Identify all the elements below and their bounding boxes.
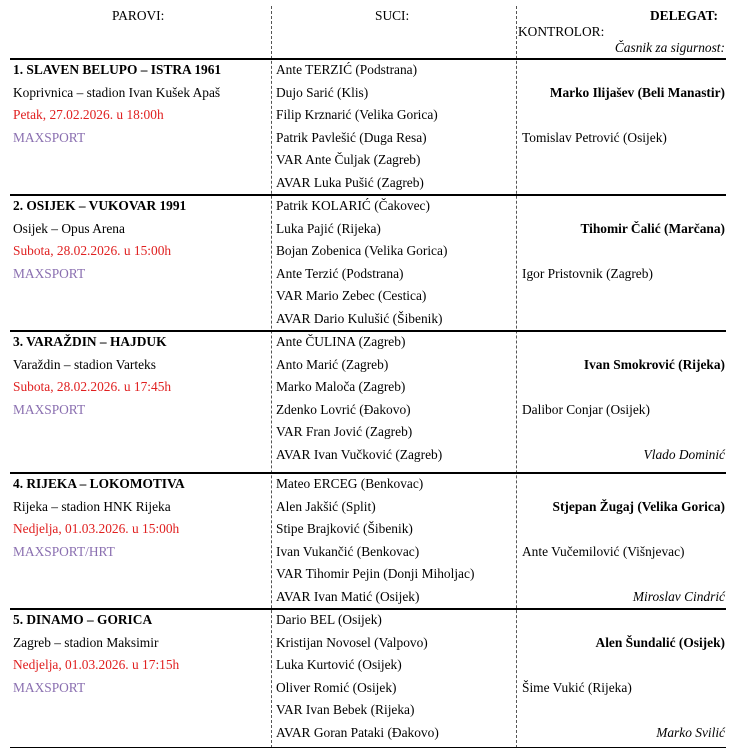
match-venue: Zagreb – stadion Maksimir [13, 634, 159, 650]
referee-entry: Patrik Pavlešić (Duga Resa) [276, 129, 427, 145]
match-date: Subota, 28.02.2026. u 17:45h [13, 379, 172, 395]
match-tv: MAXSPORT/HRT [13, 543, 115, 559]
referee-entry: AVAR Ivan Matić (Osijek) [276, 589, 420, 604]
referee-entry: Ante TERZIĆ (Podstrana) [276, 62, 418, 77]
match-date: Subota, 28.02.2026. u 15:00h [13, 243, 172, 259]
match-tv: MAXSPORT [13, 401, 86, 417]
referee-entry: Zdenko Lovrić (Đakovo) [276, 401, 411, 417]
referee-entry: Ivan Vukančić (Benkovac) [276, 543, 420, 559]
referee-entry: Oliver Romić (Osijek) [276, 679, 397, 695]
referee-entry: Luka Pajić (Rijeka) [276, 220, 381, 236]
match-separator [10, 472, 726, 474]
referee-entry: Patrik KOLARIĆ (Čakovec) [276, 198, 430, 213]
referee-entry: Anto Marić (Zagreb) [276, 356, 389, 372]
referee-entry: AVAR Luka Pušić (Zagreb) [276, 175, 424, 190]
match-date: Nedjelja, 01.03.2026. u 17:15h [13, 657, 180, 673]
referee-entry: AVAR Ivan Vučković (Zagreb) [276, 447, 443, 462]
match-date: Nedjelja, 01.03.2026. u 15:00h [13, 521, 180, 537]
match-casnik: Marko Svilić [656, 725, 725, 740]
match-casnik: Vlado Dominić [643, 447, 725, 462]
referee-entry: Ante Terzić (Podstrana) [276, 265, 404, 281]
match-title: 3. VARAŽDIN – HAJDUK [13, 334, 167, 349]
header-delegat: DELEGAT: [650, 8, 718, 23]
match-tv: MAXSPORT [13, 679, 86, 695]
match-venue: Varaždin – stadion Varteks [13, 356, 156, 372]
match-tv: MAXSPORT [13, 129, 86, 145]
match-separator [10, 194, 726, 196]
header-suci: SUCI: [375, 8, 410, 23]
referee-entry: VAR Ivan Bebek (Rijeka) [276, 702, 415, 718]
match-title: 1. SLAVEN BELUPO – ISTRA 1961 [13, 62, 222, 77]
match-title: 5. DINAMO – GORICA [13, 612, 153, 627]
match-kontrolor: Tomislav Petrović (Osijek) [522, 129, 667, 145]
column-divider-1 [271, 6, 272, 748]
match-tv: MAXSPORT [13, 265, 86, 281]
match-separator [10, 330, 726, 332]
referee-entry: Kristijan Novosel (Valpovo) [276, 634, 428, 650]
match-delegat: Stjepan Žugaj (Velika Gorica) [552, 498, 725, 514]
match-kontrolor: Dalibor Conjar (Osijek) [522, 401, 650, 417]
match-kontrolor: Šime Vukić (Rijeka) [522, 679, 632, 695]
match-delegat: Alen Šundalić (Osijek) [595, 634, 725, 650]
match-delegat: Tihomir Čalić (Marčana) [580, 220, 725, 236]
table-bottom-border [10, 747, 726, 748]
referee-entry: Filip Krznarić (Velika Gorica) [276, 107, 438, 123]
match-title: 2. OSIJEK – VUKOVAR 1991 [13, 198, 187, 213]
referee-entry: Dario BEL (Osijek) [276, 612, 382, 627]
header-parovi: PAROVI: [112, 8, 165, 23]
match-delegat: Marko Ilijašev (Beli Manastir) [549, 84, 725, 100]
referee-entry: VAR Tihomir Pejin (Donji Miholjac) [276, 566, 475, 582]
referee-entry: AVAR Dario Kulušić (Šibenik) [276, 311, 443, 326]
header-kontrolor: KONTROLOR: [518, 24, 605, 39]
referee-entry: VAR Fran Jović (Zagreb) [276, 424, 413, 440]
referee-entry: Dujo Sarić (Klis) [276, 84, 369, 100]
referee-entry: Marko Maloča (Zagreb) [276, 379, 406, 395]
referee-entry: Luka Kurtović (Osijek) [276, 657, 402, 673]
match-casnik: Miroslav Cindrić [632, 589, 725, 604]
header-casnik: Časnik za sigurnost: [614, 40, 725, 55]
match-venue: Rijeka – stadion HNK Rijeka [13, 498, 171, 514]
referee-entry: VAR Ante Čuljak (Zagreb) [276, 152, 421, 168]
referee-entry: Bojan Zobenica (Velika Gorica) [276, 243, 448, 259]
referee-entry: Alen Jakšić (Split) [276, 498, 376, 514]
match-title: 4. RIJEKA – LOKOMOTIVA [13, 476, 185, 491]
referee-entry: Mateo ERCEG (Benkovac) [276, 476, 424, 491]
match-delegat: Ivan Smokrović (Rijeka) [583, 356, 725, 372]
referee-entry: Stipe Brajković (Šibenik) [276, 521, 413, 537]
referee-entry: VAR Mario Zebec (Cestica) [276, 288, 427, 304]
match-date: Petak, 27.02.2026. u 18:00h [13, 107, 164, 123]
match-kontrolor: Ante Vučemilović (Višnjevac) [522, 543, 685, 559]
referee-entry: Ante ČULINA (Zagreb) [276, 334, 406, 349]
match-venue: Koprivnica – stadion Ivan Kušek Apaš [13, 84, 221, 100]
referee-entry: AVAR Goran Pataki (Đakovo) [276, 725, 439, 740]
match-venue: Osijek – Opus Arena [13, 220, 125, 236]
match-kontrolor: Igor Pristovnik (Zagreb) [522, 265, 653, 281]
match-separator [10, 608, 726, 610]
match-separator [10, 58, 726, 60]
